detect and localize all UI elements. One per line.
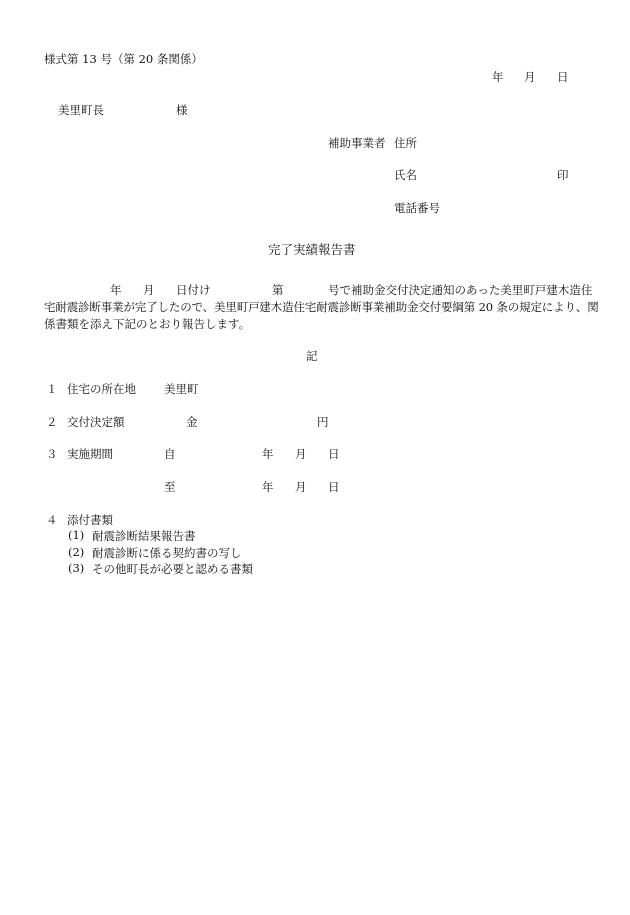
body-year: 年 bbox=[110, 283, 122, 297]
body-line-2: 宅耐震診断事業が完了したので、美里町戸建木造住宅耐震診断事業補助金交付要綱第 20 条の規定により、関 bbox=[44, 300, 599, 314]
item-3-from-year: 年 bbox=[262, 447, 274, 461]
item-3-label: 実施期間 bbox=[67, 447, 113, 461]
ki-heading: 記 bbox=[306, 349, 318, 363]
item-3-number: ３ bbox=[46, 447, 58, 461]
body-dai: 第 bbox=[272, 283, 284, 297]
attachment-text: その他町長が必要と認める書類 bbox=[92, 562, 253, 576]
attachment-text: 耐震診断結果報告書 bbox=[92, 529, 196, 543]
item-1-value: 美里町 bbox=[164, 382, 199, 396]
applicant-name-label: 氏名 bbox=[394, 168, 417, 182]
date-month: 月 bbox=[524, 70, 536, 84]
item-2-label: 交付決定額 bbox=[67, 415, 125, 429]
attachment-number: (1) bbox=[68, 528, 85, 542]
date-day: 日 bbox=[557, 70, 569, 84]
item-4-label: 添付書類 bbox=[67, 513, 113, 527]
item-3-from-month: 月 bbox=[295, 447, 307, 461]
item-2-yen: 円 bbox=[317, 415, 329, 429]
attachment-text: 耐震診断に係る契約書の写し bbox=[92, 546, 242, 560]
applicant-address-label: 住所 bbox=[394, 136, 417, 150]
item-3-to-year: 年 bbox=[262, 480, 274, 494]
body-line-1-rest: 号で補助金交付決定通知のあった美里町戸建木造住 bbox=[328, 283, 593, 297]
applicant-label: 補助事業者 bbox=[328, 136, 386, 150]
body-dated: 日付け bbox=[176, 283, 211, 297]
item-3-from-day: 日 bbox=[328, 447, 340, 461]
form-number: 様式第 13 号（第 20 条関係） bbox=[44, 52, 203, 66]
item-2-number: ２ bbox=[46, 415, 58, 429]
item-3-to: 至 bbox=[164, 480, 176, 494]
item-1-number: １ bbox=[46, 382, 58, 396]
body-line-3: 係書類を添え下記のとおり報告します。 bbox=[44, 317, 251, 331]
item-3-to-day: 日 bbox=[328, 480, 340, 494]
document-title: 完了実績報告書 bbox=[268, 242, 356, 257]
body-month: 月 bbox=[143, 283, 155, 297]
item-3-to-month: 月 bbox=[295, 480, 307, 494]
attachment-number: (2) bbox=[68, 545, 85, 559]
addressee-honorific: 様 bbox=[176, 103, 188, 117]
date-year: 年 bbox=[492, 70, 504, 84]
attachment-number: (3) bbox=[68, 561, 85, 575]
item-3-from: 自 bbox=[164, 447, 176, 461]
item-2-kin: 金 bbox=[186, 415, 198, 429]
seal-mark: 印 bbox=[557, 168, 569, 182]
addressee-name: 美里町長 bbox=[58, 103, 104, 117]
applicant-phone-label: 電話番号 bbox=[394, 201, 440, 215]
item-1-label: 住宅の所在地 bbox=[67, 382, 136, 396]
item-4-number: ４ bbox=[46, 513, 58, 527]
